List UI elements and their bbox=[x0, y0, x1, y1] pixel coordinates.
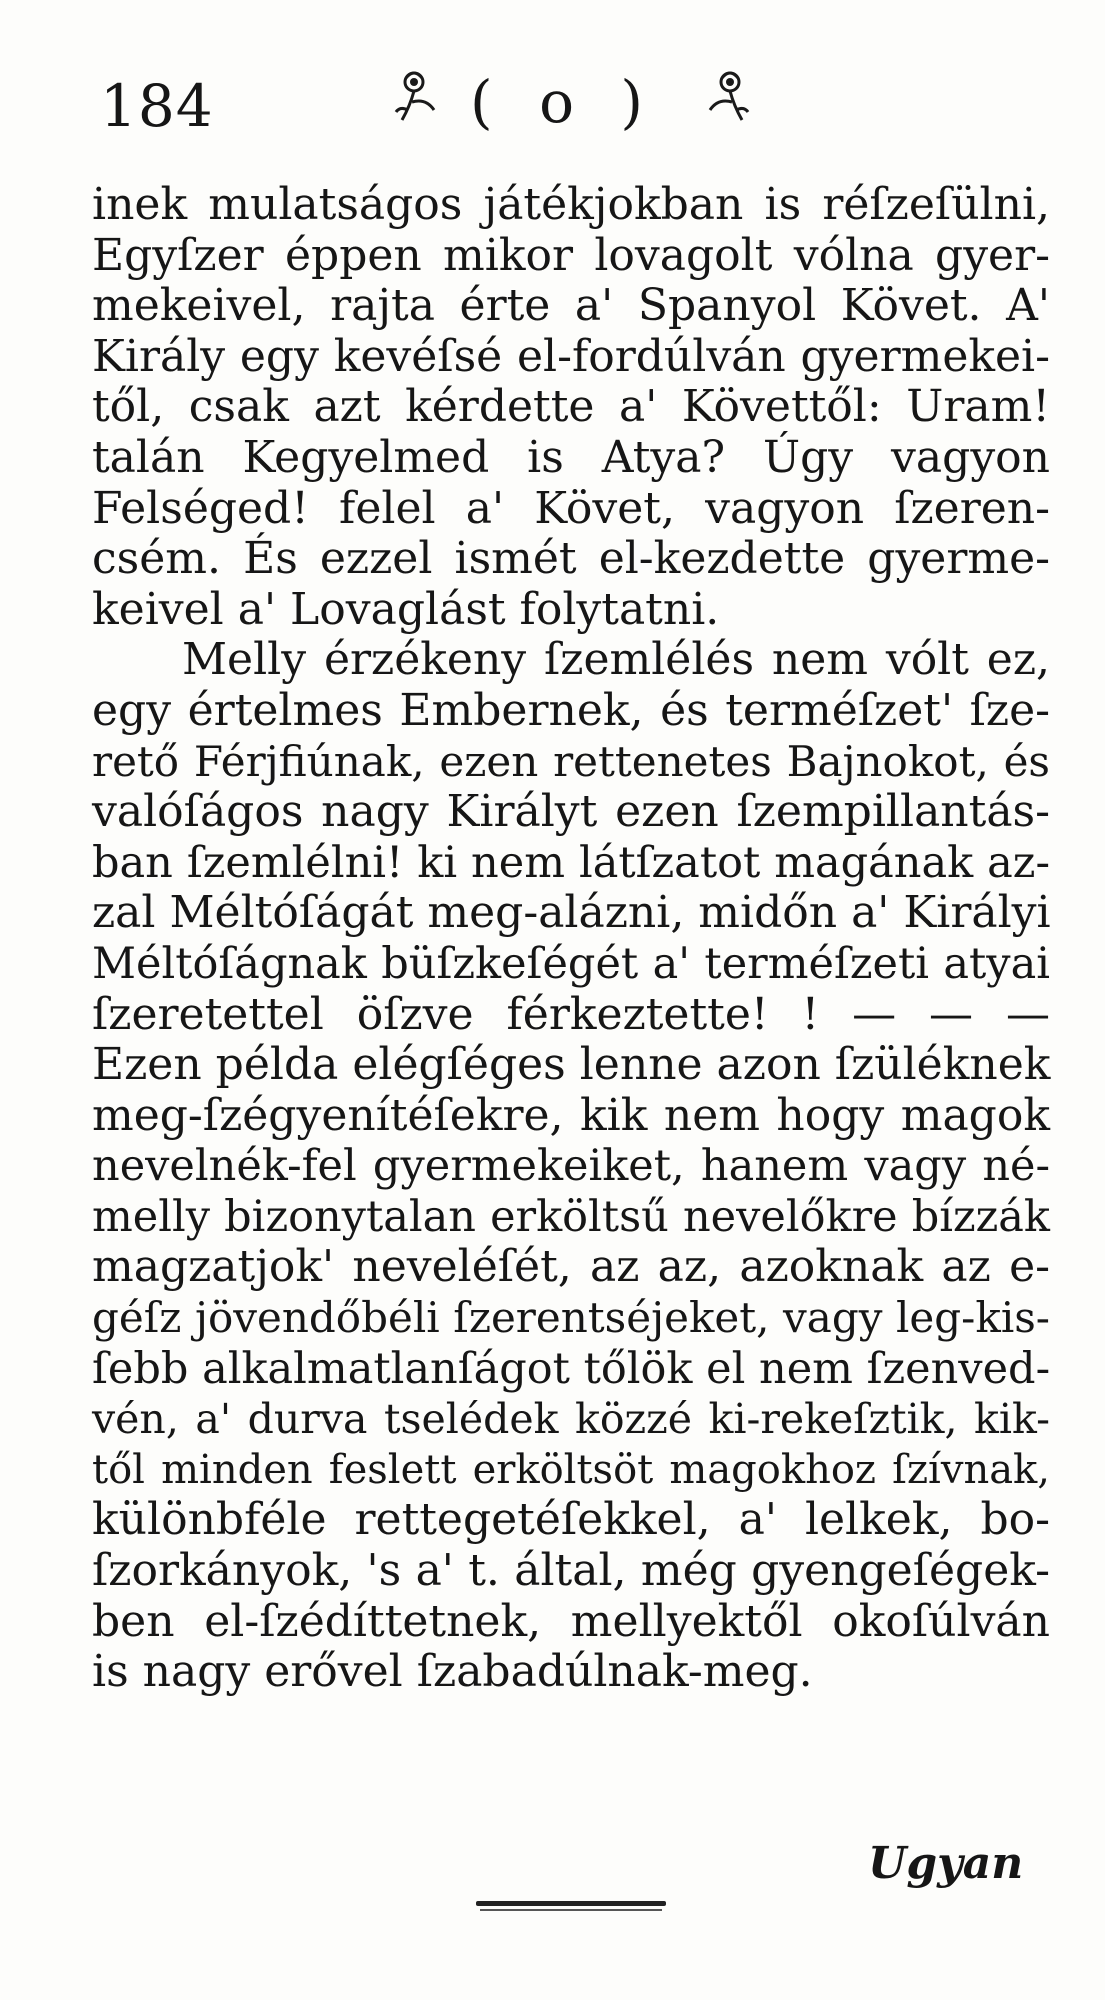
text-line: géſz jövendőbéli ſzerentséjeket, vagy leg-kis- bbox=[92, 1293, 1050, 1343]
text-line: magzatjok' neveléſét, az az, azoknak az e- bbox=[92, 1241, 1050, 1293]
text-line: ben el-ſzédíttetnek, mellyektől okoſúlván bbox=[92, 1595, 1050, 1647]
page-header bbox=[0, 62, 1105, 152]
text-line: csém. És ezzel ismét el-kezdette gyerme- bbox=[92, 533, 1050, 585]
text-line: zal Méltóſágát meg-alázni, midőn a' Királyi bbox=[92, 887, 1051, 939]
text-line: ſzeretettel öſzve férkeztette! ! — — — bbox=[92, 988, 1050, 1040]
text-line: ſebb alkalmatlanſágot tőlök el nem ſzenved- bbox=[92, 1343, 1051, 1394]
text-line: melly bizonytalan erköltsű nevelőkre bízzák bbox=[92, 1191, 1050, 1242]
text-line: meg-ſzégyenítéſekre, kik nem hogy magok bbox=[92, 1089, 1050, 1141]
text-line: Ezen példa elégſéges lenne azon ſzüléknek bbox=[92, 1039, 1051, 1091]
text-line: rető Férjfiúnak, ezen rettenetes Bajnokot, és bbox=[92, 736, 1050, 786]
header-mark: ( o ) bbox=[470, 68, 658, 136]
text-line: Király egy kevéſsé el-fordúlván gyermekei- bbox=[92, 330, 1050, 382]
text-line: egy értelmes Embernek, és terméſzet' ſze- bbox=[92, 684, 1050, 736]
text-line: Felséged! felel a' Követ, vagyon ſzeren- bbox=[92, 482, 1050, 534]
text-line: talán Kegyelmed is Atya? Úgy vagyon bbox=[92, 431, 1050, 483]
text-line: Egyſzer éppen mikor lovagolt vólna gyer- bbox=[92, 229, 1050, 281]
text-line: ſzorkányok, 's a' t. által, még gyengeſégek- bbox=[92, 1545, 1050, 1597]
flower-ornament-icon bbox=[392, 66, 444, 126]
text-line: inek mulatságos játékjokban is réſzeſülni, bbox=[92, 179, 1050, 230]
page-body-text bbox=[92, 180, 1050, 1698]
text-line: Melly érzékeny ſzemlélés nem vólt ez, bbox=[182, 634, 1050, 686]
catchword: Ugyan bbox=[868, 1838, 1024, 1889]
text-line: től minden feslett erköltsöt magokhoz ſzívnak, bbox=[92, 1446, 1050, 1493]
text-line: keivel a' Lovaglást folytatni. bbox=[92, 583, 720, 635]
end-rule bbox=[476, 1901, 666, 1906]
text-line: Méltóſágnak büſzkeſégét a' terméſzeti atyai bbox=[92, 938, 1050, 989]
page-number: 184 bbox=[100, 72, 214, 140]
text-line: től, csak azt kérdette a' Követtől: Uram! bbox=[92, 381, 1050, 433]
text-line: mekeivel, rajta érte a' Spanyol Követ. A' bbox=[92, 280, 1050, 332]
text-line: különbféle rettegetéſekkel, a' lelkek, bo- bbox=[92, 1494, 1050, 1546]
text-line: ban ſzemlélni! ki nem látſzatot magának az- bbox=[92, 837, 1050, 888]
flower-ornament-icon bbox=[700, 66, 752, 126]
text-line: vén, a' durva tselédek közzé ki-rekeſztik, kik- bbox=[92, 1395, 1050, 1444]
text-line: is nagy erővel ſzabadúlnak-meg. bbox=[92, 1646, 813, 1698]
text-line: nevelnék-fel gyermekeiket, hanem vagy né- bbox=[92, 1141, 1050, 1192]
text-line: valóſágos nagy Királyt ezen ſzempillantás- bbox=[92, 786, 1050, 838]
